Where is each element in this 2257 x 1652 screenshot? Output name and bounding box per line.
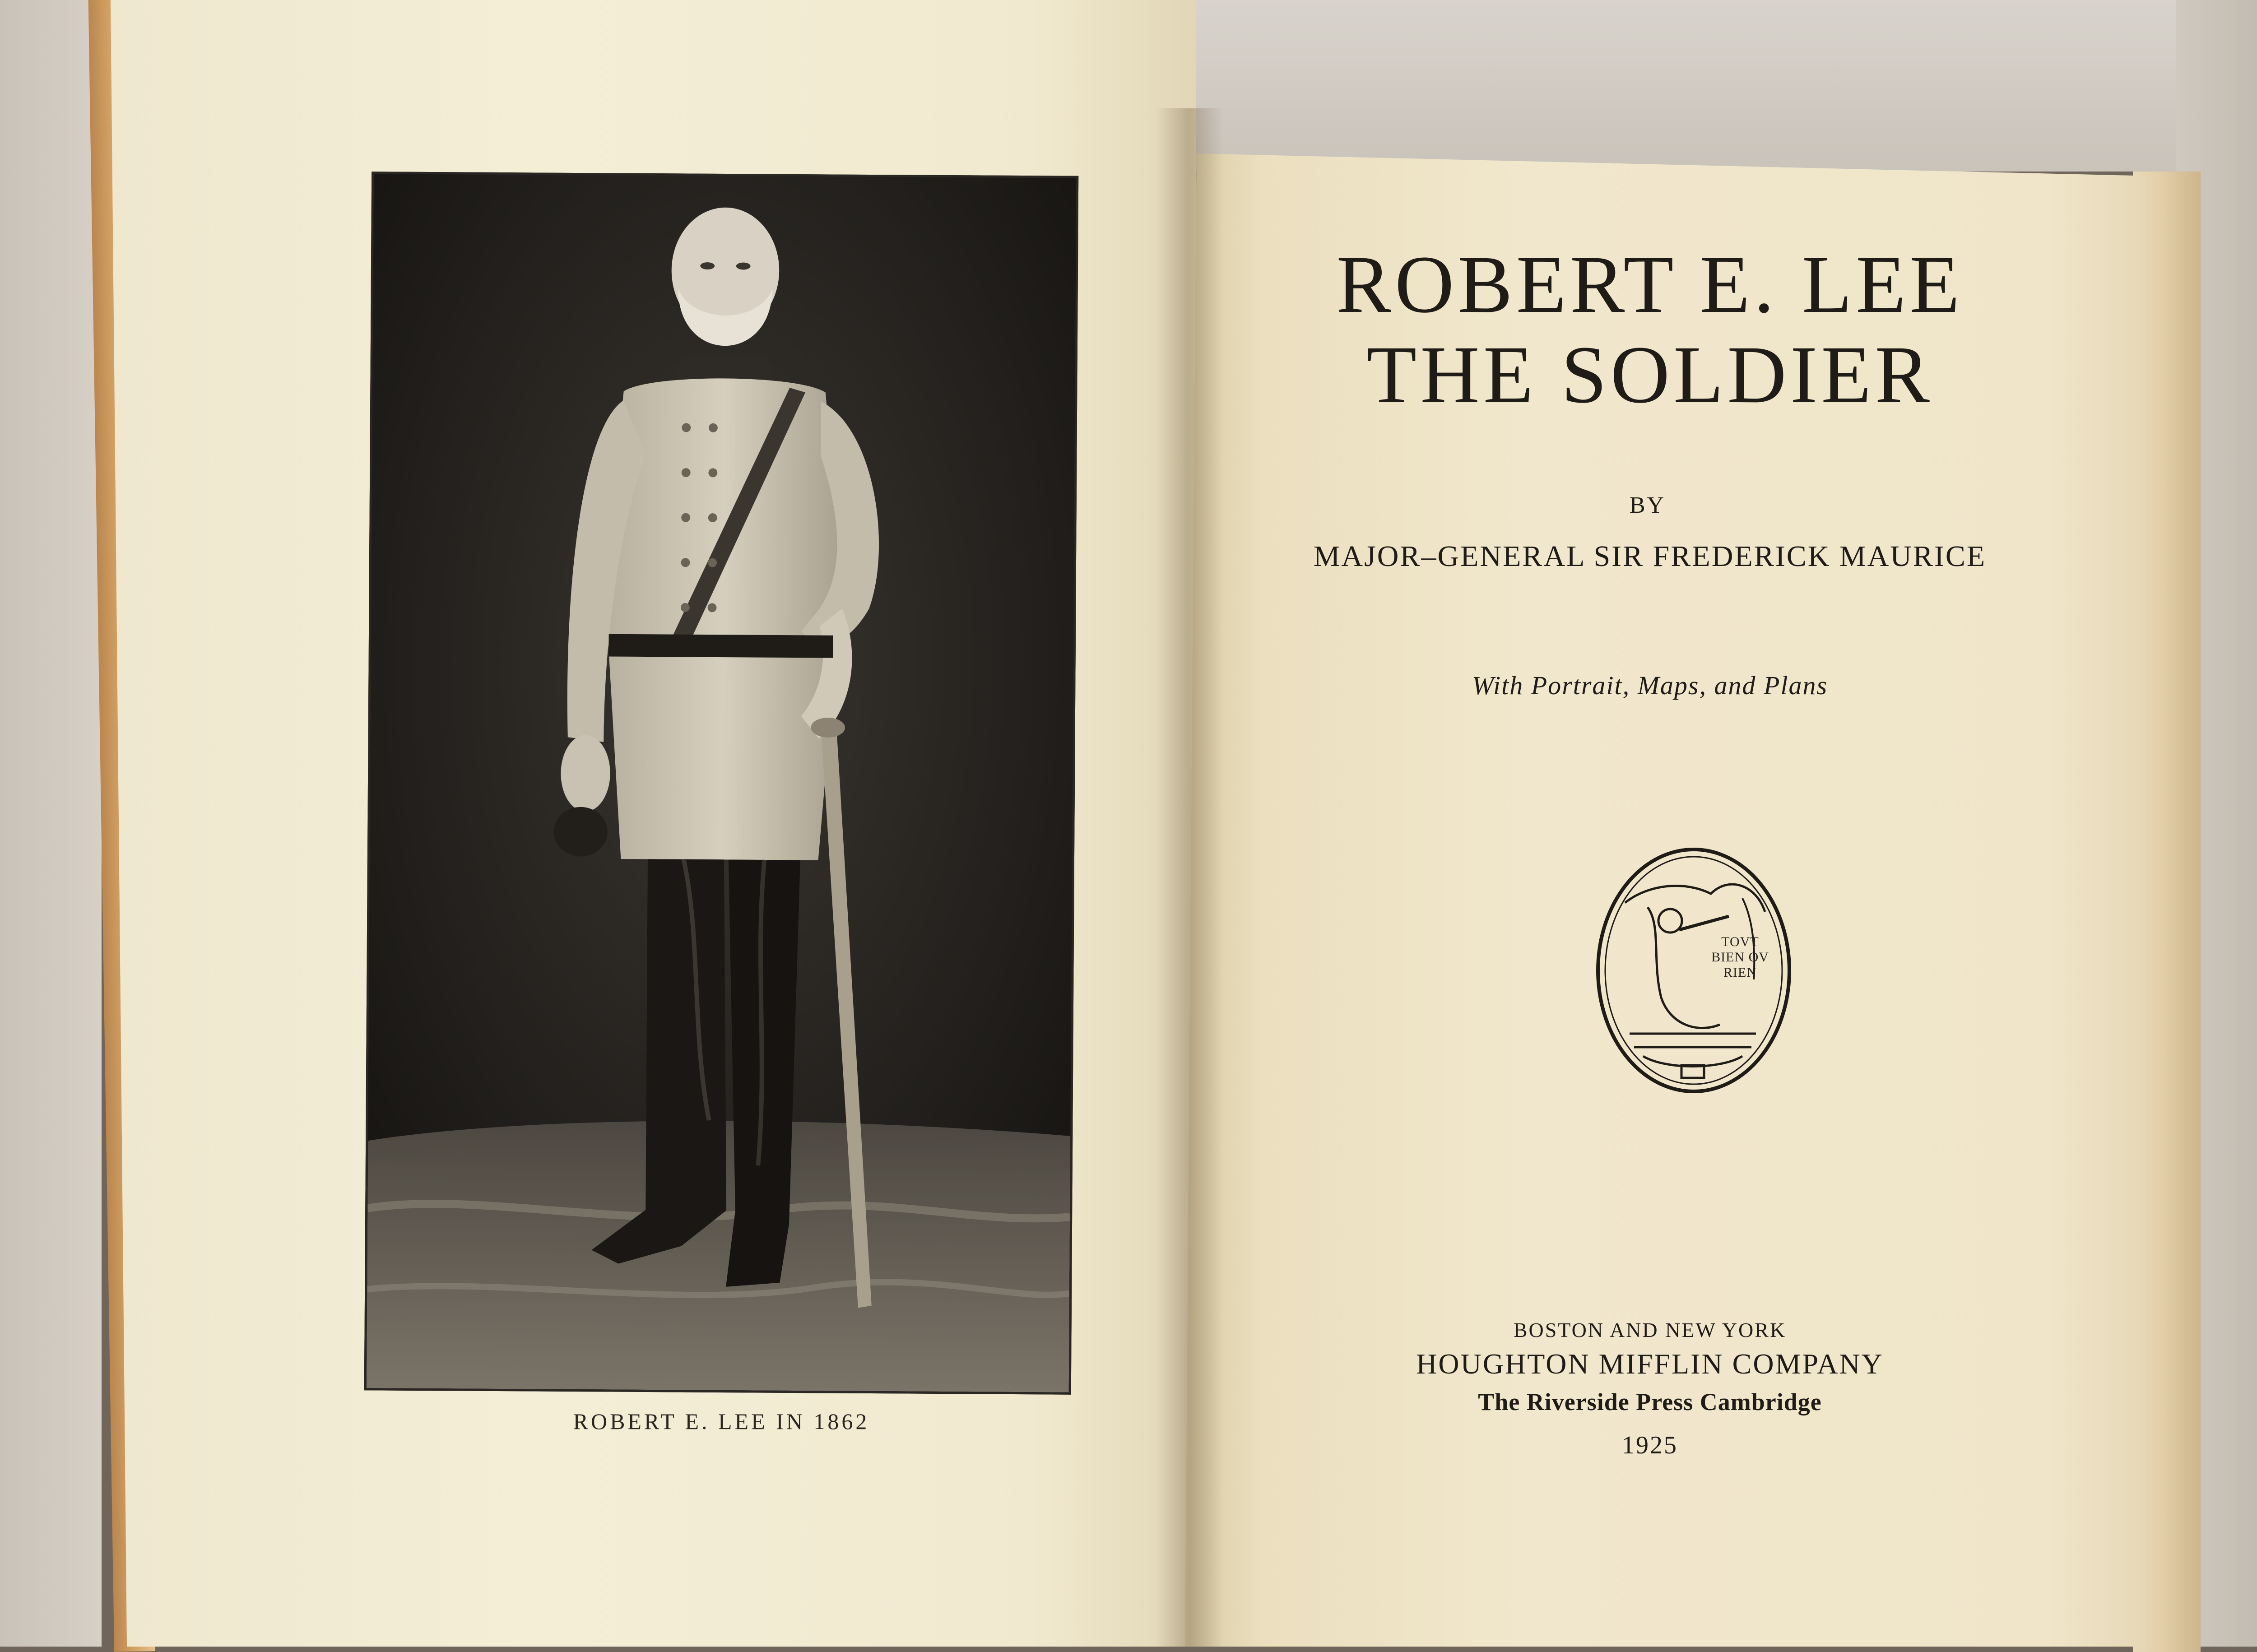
publisher-city: BOSTON AND NEW YORK: [1513, 1318, 1787, 1341]
press-name: The Riverside Press Cambridge: [1478, 1388, 1822, 1415]
publisher-name: HOUGHTON MIFFLIN COMPANY: [1416, 1348, 1884, 1380]
book-title-line-1: ROBERT E. LEE: [1336, 239, 1964, 330]
emblem-motto-line-1: TOVT: [1721, 934, 1759, 949]
emblem-motto-line-2: BIEN OV: [1711, 950, 1769, 965]
emblem-motto-line-3: RIEN: [1723, 965, 1757, 980]
publication-year: 1925: [1622, 1431, 1678, 1459]
subtitle: With Portrait, Maps, and Plans: [1472, 671, 1828, 700]
table-surface-left: [0, 0, 102, 1647]
portrait-photograph: [364, 172, 1078, 1395]
book-title-line-2: THE SOLDIER: [1366, 329, 1933, 420]
author-name: MAJOR–GENERAL SIR FREDERICK MAURICE: [1313, 540, 1987, 573]
emblem-motto: [1695, 934, 1785, 980]
portrait-caption: ROBERT E. LEE IN 1862: [573, 1409, 870, 1434]
portrait-figure-illustration: [367, 174, 1076, 1392]
book-gutter: [1156, 108, 1223, 1647]
byline-label: BY: [1629, 492, 1666, 518]
